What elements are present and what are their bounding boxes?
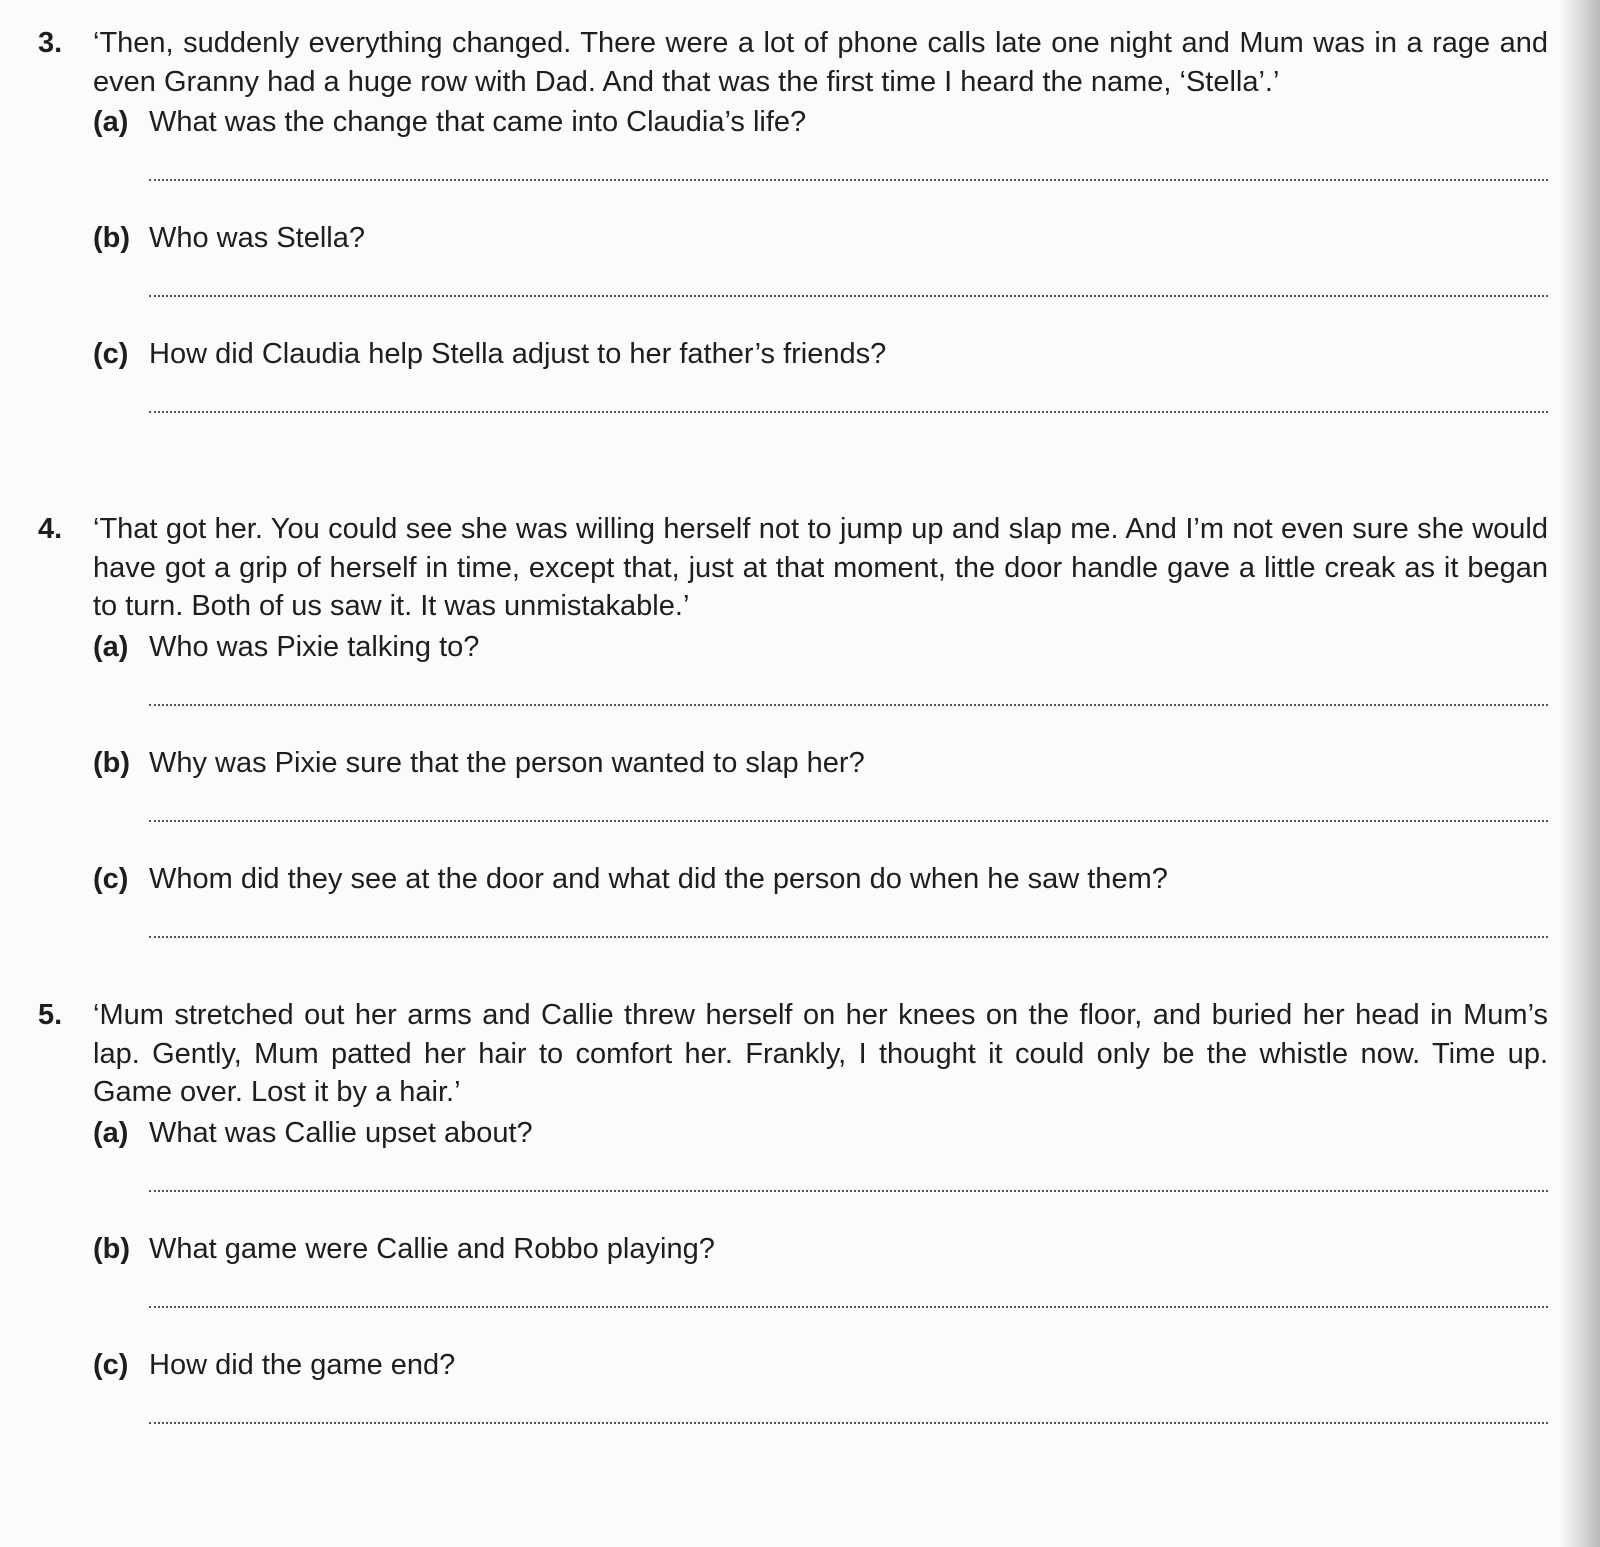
sub-question-4a: [93, 628, 1548, 744]
question-passage: ‘That got her. You could see she was willing herself not to jump up and slap me. And I’m not even sure she would have got a grip of herself in time, except that, just at that moment, the door handle gave a little creak as it began to turn. Both of us saw it. It was unmistakable.’: [93, 513, 1548, 622]
sub-question-5a: [93, 1114, 1548, 1230]
sub-question-text: Whom did they see at the door and what did the person do when he saw them?: [149, 862, 1168, 895]
sub-question-label: (b): [93, 1232, 131, 1265]
sub-question-text: How did the game end?: [149, 1348, 456, 1381]
answer-line[interactable]: [149, 1190, 1548, 1192]
answer-line[interactable]: [149, 936, 1548, 938]
answer-line[interactable]: [149, 295, 1548, 297]
sub-question-5b: [93, 1230, 1548, 1346]
sub-question-text: Why was Pixie sure that the person wanted to slap her?: [149, 746, 865, 779]
answer-line[interactable]: [149, 704, 1548, 706]
question-passage: ‘Then, suddenly everything changed. There were a lot of phone calls late one night and Mum was in a rage and even Granny had a huge row with Dad. And that was the first time I heard the name, ‘Stella’.’: [93, 27, 1548, 98]
sub-question-text: How did Claudia help Stella adjust to her father’s friends?: [149, 338, 887, 370]
answer-line[interactable]: [149, 411, 1548, 413]
answer-line[interactable]: [149, 1422, 1548, 1424]
sub-question-label: (c): [93, 862, 129, 895]
page-edge-shadow: [1560, 0, 1600, 1547]
question-5: [38, 996, 1548, 1462]
question-number: 3.: [38, 27, 63, 59]
sub-question-text: What was the change that came into Claudia’s life?: [149, 106, 807, 138]
question-number: 5.: [38, 999, 63, 1031]
question-passage: ‘Mum stretched out her arms and Callie threw herself on her knees on the floor, and buried her head in Mum’s lap. Gently, Mum patted her hair to comfort her. Frankly, I thought it could only be the whistle now. Time up. Game over. Lost it by a hair.’: [93, 999, 1548, 1108]
question-4: [38, 510, 1548, 976]
sub-question-label: (c): [93, 338, 129, 370]
sub-question-label: (a): [93, 1116, 129, 1149]
sub-question-3c: [93, 335, 1548, 451]
sub-question-5c: [93, 1346, 1548, 1462]
sub-question-label: (a): [93, 106, 129, 138]
sub-question-label: (c): [93, 1348, 129, 1381]
sub-question-label: (a): [93, 630, 129, 663]
answer-line[interactable]: [149, 1306, 1548, 1308]
sub-question-text: Who was Pixie talking to?: [149, 630, 480, 663]
sub-question-3b: [93, 219, 1548, 335]
sub-question-text: What was Callie upset about?: [149, 1116, 533, 1149]
sub-question-3a: [93, 103, 1548, 219]
answer-line[interactable]: [149, 820, 1548, 822]
sub-question-text: Who was Stella?: [149, 222, 365, 254]
sub-question-4b: [93, 744, 1548, 860]
sub-question-text: What game were Callie and Robbo playing?: [149, 1232, 715, 1265]
question-number: 4.: [38, 513, 63, 545]
sub-question-4c: [93, 860, 1548, 976]
sub-question-label: (b): [93, 746, 131, 779]
question-3: [38, 24, 1548, 451]
answer-line[interactable]: [149, 179, 1548, 181]
sub-question-label: (b): [93, 222, 131, 254]
